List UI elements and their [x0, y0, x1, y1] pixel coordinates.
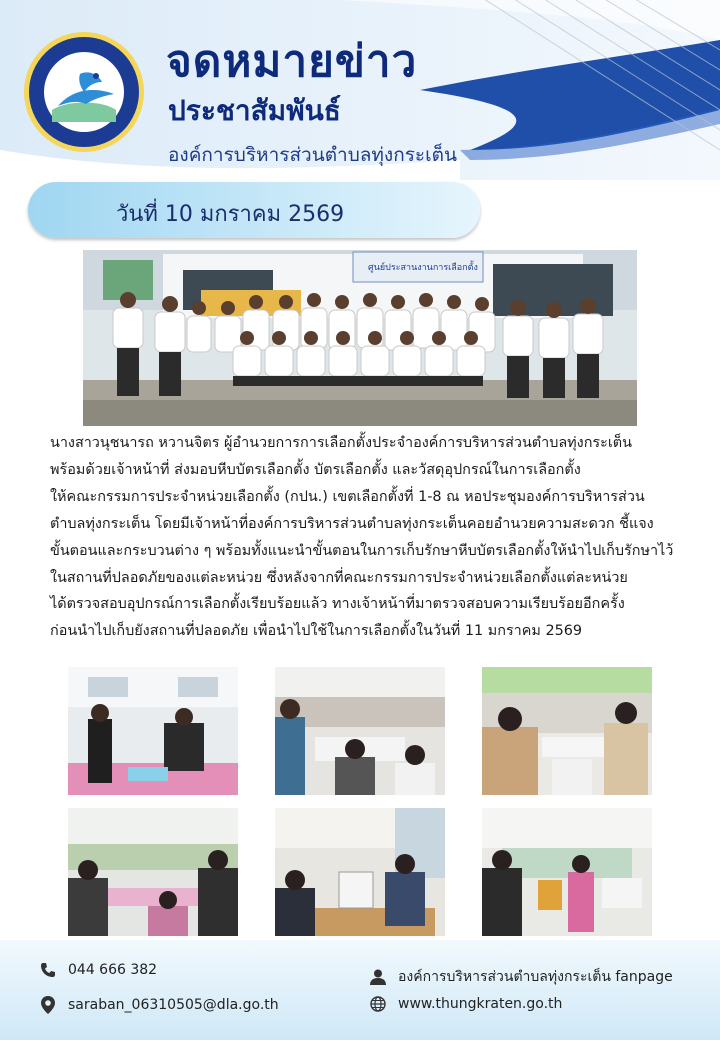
event-photo: [275, 667, 445, 795]
newsletter-title: จดหมายข่าว: [166, 36, 418, 87]
article-line: ก่อนนำไปเก็บยังสถานที่ปลอดภัย เพื่อนำไปใช้ในการเลือกตั้งในวันที่ 11 มกราคม 2569: [50, 623, 583, 640]
event-photo: [482, 808, 652, 936]
event-photo: [275, 808, 445, 936]
email-address: saraban_06310505@dla.go.th: [68, 997, 279, 1013]
globe-icon: [370, 996, 386, 1012]
website-url[interactable]: www.thungkraten.go.th: [398, 996, 563, 1012]
footer-website: [370, 996, 562, 1012]
phone-number: 044 666 382: [68, 962, 158, 978]
article-line: ได้ตรวจสอบอุปกรณ์การเลือกตั้งเรียบร้อยแล้ว ทางเจ้าหน้าที่มาตรวจสอบความเรียบร้อยอีกครั้ง: [50, 596, 625, 613]
newsletter-subtitle: ประชาสัมพันธ์: [168, 94, 341, 127]
main-group-photo: [83, 250, 637, 426]
footer-email: [40, 996, 279, 1014]
article-body: [50, 430, 674, 645]
photo-banner-text: ศูนย์ประสานงานการเลือกตั้ง: [368, 263, 478, 273]
person-icon: [370, 969, 386, 985]
article-line: ให้คณะกรรมการประจำหน่วยเลือกตั้ง (กปน.) เขตเลือกตั้งที่ 1-8 ณ หอประชุมองค์การบริหารส่วน: [50, 488, 645, 505]
article-line: ตำบลทุ่งกระเต็น โดยมีเจ้าหน้าที่องค์การบริหารส่วนตำบลทุ่งกระเต็นคอยอำนวยความสะดวก ชี้แจง: [50, 515, 654, 532]
article-line: ขั้นตอนและกระบวนต่าง ๆ พร้อมทั้งแนะนำขั้นตอนในการเก็บรักษาหีบบัตรเลือกตั้งให้นำไปเก็บรักษาไว้: [50, 542, 674, 559]
footer-facebook: [370, 966, 673, 988]
footer-phone: [40, 962, 157, 978]
event-photo: [482, 667, 652, 795]
event-photo: [68, 667, 238, 795]
date-banner: [28, 182, 480, 238]
date-label: วันที่ 10 มกราคม 2569: [116, 202, 345, 227]
location-pin-icon: [40, 996, 56, 1014]
article-line: นางสาวนุชนารถ หวานจิตร ผู้อำนวยการการเลือกตั้งประจำองค์การบริหารส่วนตำบลทุ่งกระเต็น: [50, 435, 632, 451]
event-photo: [68, 808, 238, 936]
phone-icon: [40, 962, 56, 978]
contact-footer: [0, 940, 720, 1040]
organization-name: องค์การบริหารส่วนตำบลทุ่งกระเต็น: [168, 144, 457, 166]
organization-logo: [22, 30, 146, 154]
article-line: ในสถานที่ปลอดภัยของแต่ละหน่วย ซึ่งหลังจากที่คณะกรรมการประจำหน่วยเลือกตั้งแต่ละหน่วย: [50, 569, 628, 586]
facebook-page: องค์การบริหารส่วนตำบลทุ่งกระเต็น fanpage: [398, 969, 673, 985]
article-line: พร้อมด้วยเจ้าหน้าที่ ส่งมอบหีบบัตรเลือกตั้ง บัตรเลือกตั้ง และวัสดุอุปกรณ์ในการเลือกตั้ง: [50, 461, 581, 478]
